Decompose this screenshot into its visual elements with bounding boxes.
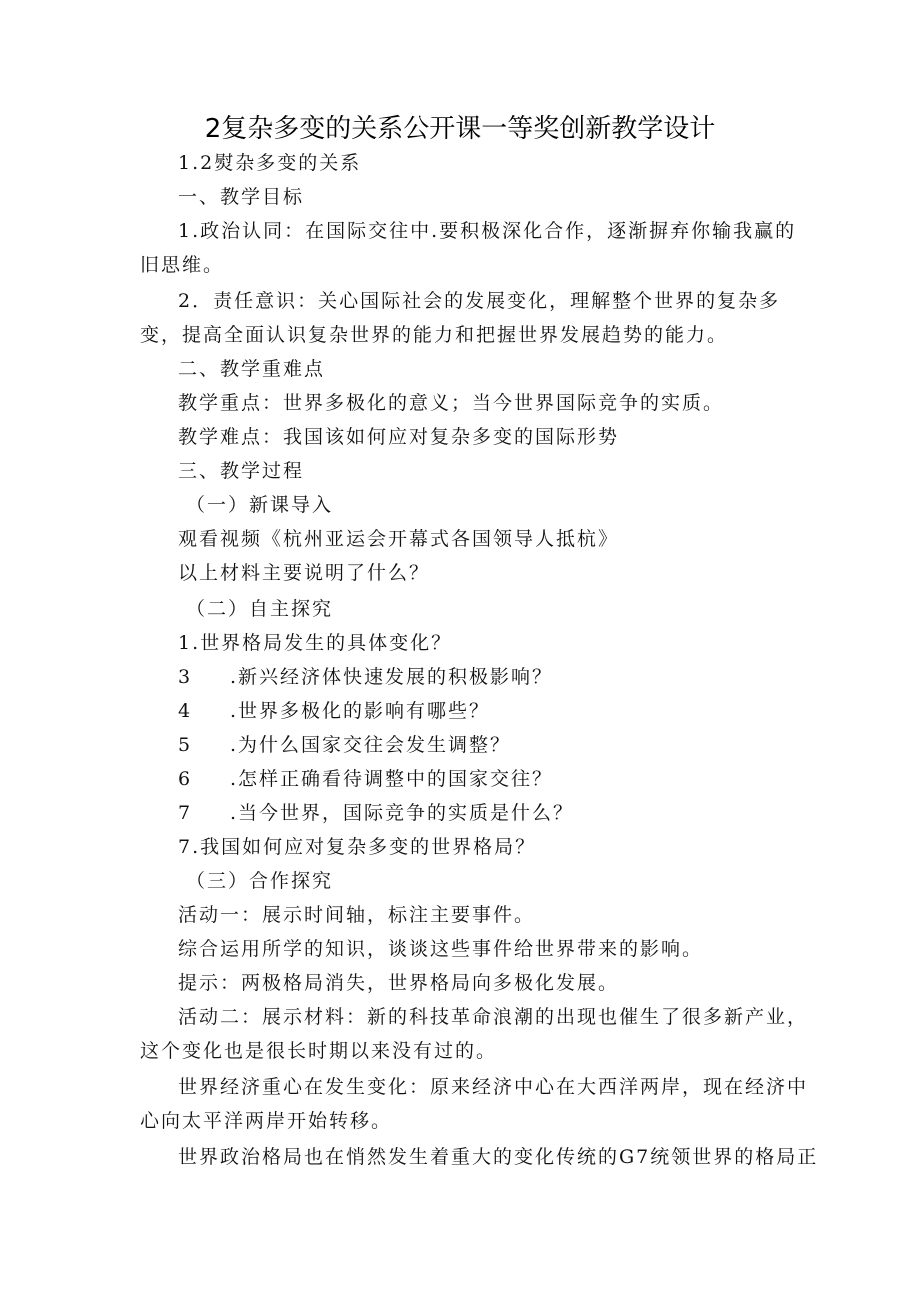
activity2-line2: 这个变化也是很长时期以来没有过的。 xyxy=(140,1040,498,1062)
question-7-text: .当今世界，国际竞争的实质是什么？ xyxy=(230,802,575,824)
activity1-task: 综合运用所学的知识，谈谈这些事件给世界带来的影响。 xyxy=(178,938,704,960)
part2-heading: （二）自主探究 xyxy=(186,598,334,620)
question-7 xyxy=(178,800,574,826)
part1-line2: 以上材料主要说明了什么？ xyxy=(178,562,431,584)
question-7-number: 7 xyxy=(178,802,193,824)
question-3-number: 3 xyxy=(178,666,193,688)
goal2-line1: 2．责任意识：关心国际社会的发展变化，理解整个世界的复杂多 xyxy=(178,290,781,312)
key-point: 教学重点：世界多极化的意义；当今世界国际竞争的实质。 xyxy=(178,392,725,414)
part3-heading: （三）合作探究 xyxy=(186,870,334,892)
politics-line1: 世界政治格局也在悄然发生着重大的变化传统的G7统领世界的格局正 xyxy=(178,1146,819,1168)
question-4-text: .世界多极化的影响有哪些？ xyxy=(230,700,491,722)
economy-line1: 世界经济重心在发生变化：原来经济中心在大西洋两岸，现在经济中 xyxy=(178,1076,809,1098)
lesson-subtitle: 1.2熨杂多变的关系 xyxy=(178,152,362,174)
question-8: 7.我国如何应对复杂多变的世界格局？ xyxy=(178,836,537,858)
question-6-number: 6 xyxy=(178,768,193,790)
part1-heading: （一）新课导入 xyxy=(186,494,334,516)
question-3-text: .新兴经济体快速发展的积极影响？ xyxy=(230,666,554,688)
key-heading: 二、教学重难点 xyxy=(178,358,326,380)
activity2-line1: 活动二：展示材料：新的科技革命浪潮的出现也催生了很多新产业， xyxy=(178,1006,809,1028)
question-4 xyxy=(178,698,490,724)
activity1-hint: 提示：两极格局消失，世界格局向多极化发展。 xyxy=(178,972,620,994)
question-5 xyxy=(178,732,511,758)
question-3 xyxy=(178,664,553,690)
goal2-line2: 变，提高全面认识复杂世界的能力和把握世界发展趋势的能力。 xyxy=(140,324,729,346)
question-6 xyxy=(178,766,553,792)
document-title: 2复杂多变的关系公开课一等奖创新教学设计 xyxy=(204,114,716,144)
economy-line2: 心向太平洋两岸开始转移。 xyxy=(140,1110,393,1132)
process-heading: 三、教学过程 xyxy=(178,460,305,482)
activity1: 活动一：展示时间轴，标注主要事件。 xyxy=(178,904,536,926)
goal1-line2: 旧思维。 xyxy=(140,254,225,276)
part1-line1: 观看视频《杭州亚运会开幕式各国领导人抵杭》 xyxy=(178,528,620,550)
question-5-text: .为什么国家交往会发生调整？ xyxy=(230,734,512,756)
question-6-text: .怎样正确看待调整中的国家交往？ xyxy=(230,768,554,790)
question-4-number: 4 xyxy=(178,700,193,722)
question-5-number: 5 xyxy=(178,734,193,756)
difficult-point: 教学难点：我国该如何应对复杂多变的国际形势 xyxy=(178,426,620,448)
question-1: 1.世界格局发生的具体变化？ xyxy=(178,632,453,654)
goal1-line1: 1.政治认同：在国际交往中.要积极深化合作，逐渐摒弃你输我赢的 xyxy=(178,220,797,242)
goals-heading: 一、教学目标 xyxy=(178,186,305,208)
